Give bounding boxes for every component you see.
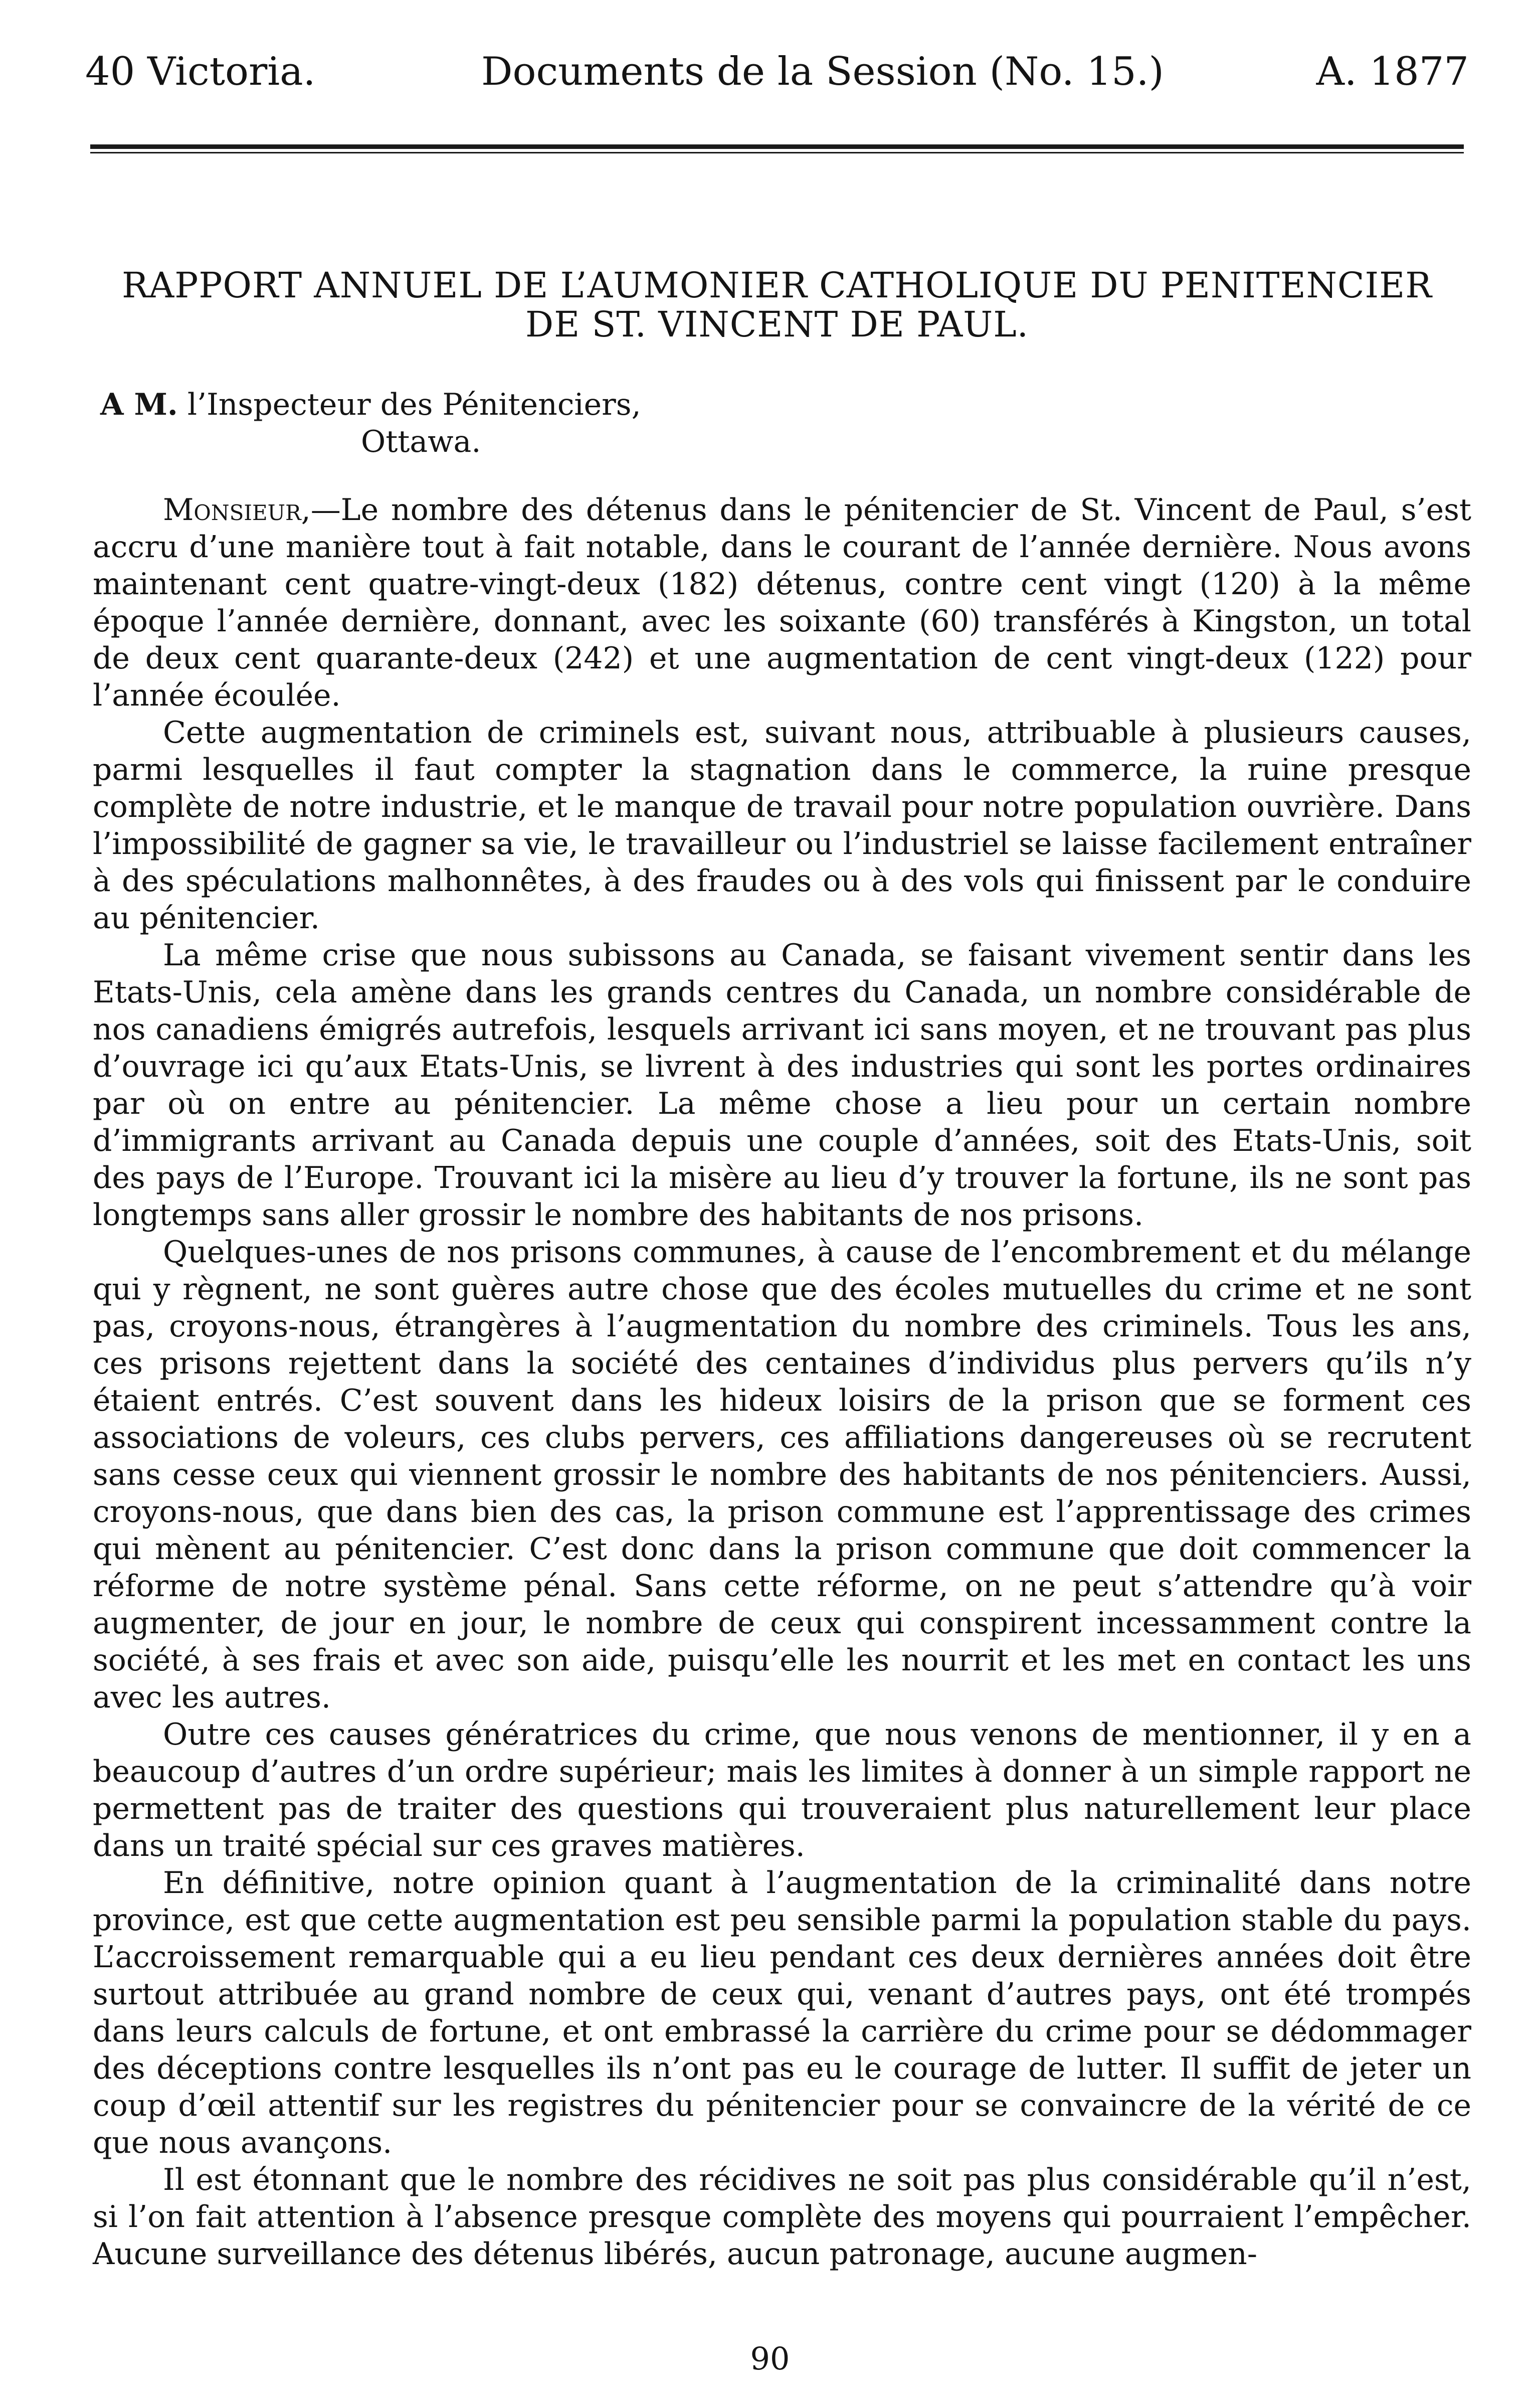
- header-volume: 40 Victoria.: [85, 49, 316, 94]
- paragraph-6: En définitive, notre opinion quant à l’augmentation de la criminalité dans notre province, est que cette augmentation est peu sensible parmi la population stable du pays. L’accroissement remarquable qui a eu lieu pendant ces deux dernières années doit être surtout attribuée au grand nombre de ceux qui, venant d’autres pays, ont été trompés dans leurs calculs de fortune, et ont embrassé la carrière du crime pour se dédommager des déceptions contre lesquelles ils n’ont pas eu le courage de lutter. Il suffit de jeter un coup d’œil attentif sur les registres du pénitencier pour se convaincre de la vérité de ce que nous avançons.: [93, 1865, 1471, 2160]
- report-title: [75, 266, 1479, 344]
- paragraph-4: Quelques-unes de nos prisons communes, à cause de l’encombrement et du mélange qui y règnent, ne sont guères autre chose que des écoles mutuelles du crime et ne sont pas, croyons-nous, étrangères à l’augmentation du nombre des criminels. Tous les ans, ces prisons rejettent dans la société des centaines d’individus plus pervers qu’ils n’y étaient entrés. C’est souvent dans les hideux loisirs de la prison que se forment ces associations de voleurs, ces clubs pervers, ces affiliations dangereuses où se recrutent sans cesse ceux qui viennent grossir le nombre des habitants de nos pénitenciers. Aussi, croyons-nous, que dans bien des cas, la prison commune est l’apprentissage des crimes qui mènent au pénitencier. C’est donc dans la prison commune que doit commencer la réforme de notre système pénal. Sans cette réforme, on ne peut s’attendre qu’à voir augmenter, de jour en jour, le nombre de ceux qui conspirent incessamment contre la société, à ses frais et avec son aide, puisqu’elle les nourrit et les met en contact les uns avec les autres.: [93, 1235, 1471, 1715]
- report-body: [93, 491, 1471, 2273]
- paragraph-5: Outre ces causes génératrices du crime, que nous venons de mentionner, il y en a beaucoup d’autres d’un ordre supérieur; mais les limites à donner à un simple rapport ne permettent pas de traiter des questions qui trouveraient plus naturellement leur place dans un traité spécial sur ces graves matières.: [93, 1717, 1471, 1863]
- paragraph-2: Cette augmentation de criminels est, suivant nous, attribuable à plusieurs causes, parmi lesquelles il faut compter la stagnation dans le commerce, la ruine presque complète de notre industrie, et le manque de travail pour notre population ouvrière. Dans l’impossibilité de gagner sa vie, le travailleur ou l’industriel se laisse facilement entraîner à des spéculations malhonnêtes, à des fraudes ou à des vols qui finissent par le conduire au pénitencier.: [93, 715, 1471, 936]
- paragraph-1: [93, 491, 1471, 714]
- salutation: Monsieur,: [163, 492, 311, 528]
- paragraph-7: Il est étonnant que le nombre des récidives ne soit pas plus considérable qu’il n’est, si l’on fait attention à l’absence presque complète des moyens qui pourraient l’empêcher. Aucune surveillance des détenus libérés, aucun patronage, aucune augmen-: [93, 2162, 1471, 2272]
- header-session: Documents de la Session (No. 15.): [481, 49, 1164, 94]
- header-rule-thick: [90, 144, 1464, 149]
- address-prefix: A M.: [100, 387, 178, 422]
- address-city: Ottawa.: [361, 424, 481, 459]
- address-block: [100, 386, 641, 460]
- running-header: [85, 44, 1469, 99]
- address-recipient: l’Inspecteur des Pénitenciers,: [187, 387, 641, 422]
- address-line-1: [100, 386, 641, 423]
- paragraph-1-text: —Le nombre des détenus dans le pénitencier de St. Vincent de Paul, s’est accru d’une manière tout à fait notable, dans le courant de l’année dernière. Nous avons maintenant cent quatre-vingt-deux (182) détenus, contre cent vingt (120) à la même époque l’année dernière, donnant, avec les soixante (60) transférés à Kingston, un total de deux cent quarante-deux (242) et une augmentation de cent vingt-deux (122) pour l’année écoulée.: [93, 492, 1471, 713]
- header-year: A. 1877: [1316, 49, 1469, 94]
- title-line-2: DE ST. VINCENT DE PAUL.: [525, 304, 1029, 345]
- page-number: 90: [750, 2340, 790, 2377]
- paragraph-3: La même crise que nous subissons au Canada, se faisant vivement sentir dans les Etats-Unis, cela amène dans les grands centres du Canada, un nombre considérable de nos canadiens émigrés autrefois, lesquels arrivant ici sans moyen, et ne trouvant pas plus d’ouvrage ici qu’aux Etats-Unis, se livrent à des industries qui sont les portes ordinaires par où on entre au pénitencier. La même chose a lieu pour un certain nombre d’immigrants arrivant au Canada depuis une couple d’années, soit des Etats-Unis, soit des pays de l’Europe. Trouvant ici la misère au lieu d’y trouver la fortune, ils ne sont pas longtemps sans aller grossir le nombre des habitants de nos prisons.: [93, 938, 1471, 1233]
- title-line-1: RAPPORT ANNUEL DE L’AUMONIER CATHOLIQUE DU PENITENCIER: [122, 265, 1432, 306]
- header-rule-thin: [90, 152, 1464, 153]
